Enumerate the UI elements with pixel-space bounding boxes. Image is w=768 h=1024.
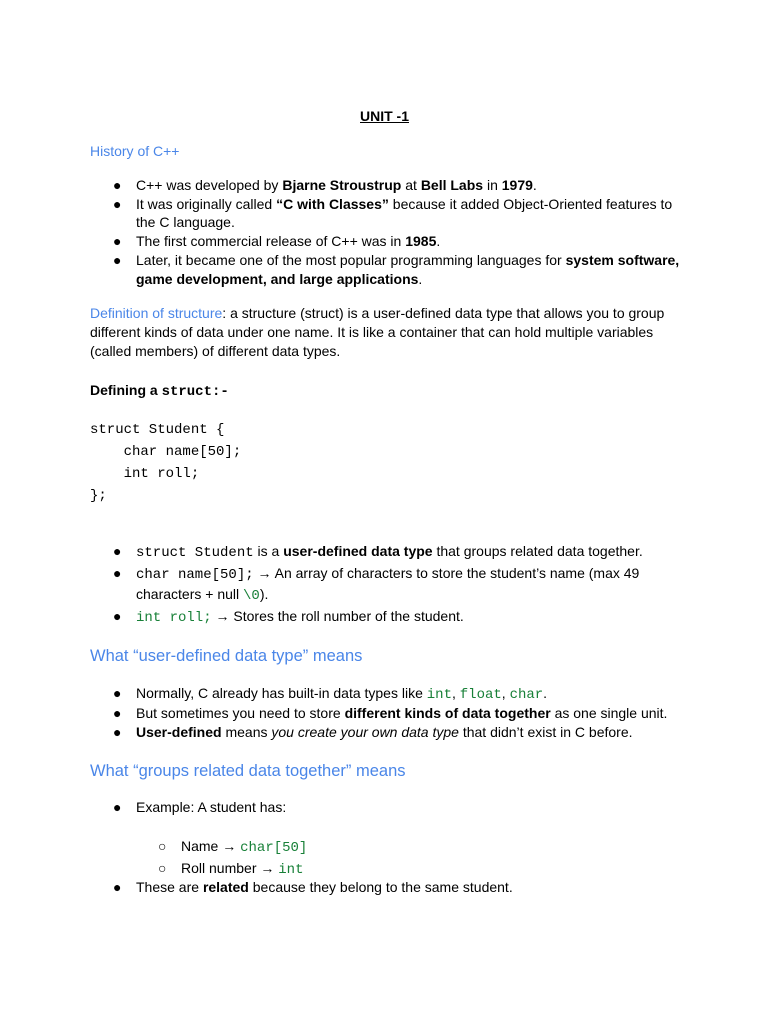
bullet-dot-icon: ● [113, 879, 122, 895]
section-udt-heading: What “user-defined data type” means [90, 647, 363, 665]
definition-line-3: (called members) of different data types. [90, 343, 341, 359]
bullet-dot-icon: ● [113, 685, 122, 701]
bullet-dot-icon: ● [113, 233, 122, 249]
history-bullet-1: C++ was developed by Bjarne Stroustrup at Bell Labs in 1979. [136, 177, 537, 193]
bullet-dot-icon: ● [113, 196, 122, 212]
unit-title: UNIT -1 [360, 108, 409, 124]
group-sub-bullet-1: Name → char[50] [181, 838, 308, 856]
history-bullet-2-cont: the C language. [136, 214, 235, 230]
bullet-dot-icon: ● [113, 608, 122, 624]
bullet-dot-icon: ● [113, 799, 122, 815]
code-line-2: char name[50]; [90, 444, 242, 460]
history-bullet-2: It was originally called “C with Classes” because it added Object-Oriented features to [136, 196, 673, 212]
history-bullet-3: The first commercial release of C++ was in 1985. [136, 233, 441, 249]
bullet-dot-icon: ● [113, 724, 122, 740]
code-line-3: int roll; [90, 466, 200, 482]
bullet-dot-icon: ● [113, 705, 122, 721]
group-bullet-1: Example: A student has: [136, 799, 287, 815]
group-sub-bullet-2: Roll number → int [181, 860, 304, 878]
bullet-dot-icon: ● [113, 177, 122, 193]
defining-struct-heading: Defining a struct:- [90, 382, 229, 400]
bullet-dot-icon: ● [113, 543, 122, 559]
explain-bullet-2-cont: characters + null \0). [136, 586, 269, 604]
explain-bullet-1: struct Student is a user-defined data type that groups related data together. [136, 543, 643, 561]
explain-bullet-2: char name[50]; → An array of characters to store the student’s name (max 49 [136, 565, 640, 583]
code-line-4: }; [90, 488, 107, 504]
udt-bullet-1: Normally, C already has built-in data types like int, float, char. [136, 685, 548, 703]
bullet-dot-icon: ● [113, 252, 122, 268]
udt-bullet-2: But sometimes you need to store different kinds of data together as one single unit. [136, 705, 668, 721]
code-line-1: struct Student { [90, 422, 225, 438]
history-bullet-4: Later, it became one of the most popular programming languages for system software, [136, 252, 680, 268]
hollow-circle-icon: ○ [158, 838, 167, 854]
definition-label: Definition of structure [90, 305, 223, 321]
history-bullet-4-cont: game development, and large applications. [136, 271, 423, 287]
bullet-dot-icon: ● [113, 565, 122, 581]
history-heading: History of C++ [90, 143, 180, 159]
hollow-circle-icon: ○ [158, 860, 167, 876]
definition-line-1: Definition of structure: a structure (struct) is a user-defined data type that allows you to group [90, 305, 665, 321]
udt-bullet-3: User-defined means you create your own data type that didn’t exist in C before. [136, 724, 633, 740]
group-bullet-2: These are related because they belong to the same student. [136, 879, 513, 895]
explain-bullet-3: int roll; → Stores the roll number of the student. [136, 608, 464, 626]
section-group-heading: What “groups related data together” means [90, 762, 406, 780]
definition-line-2: different kinds of data under one name. It is like a container that can hold multiple variables [90, 324, 654, 340]
